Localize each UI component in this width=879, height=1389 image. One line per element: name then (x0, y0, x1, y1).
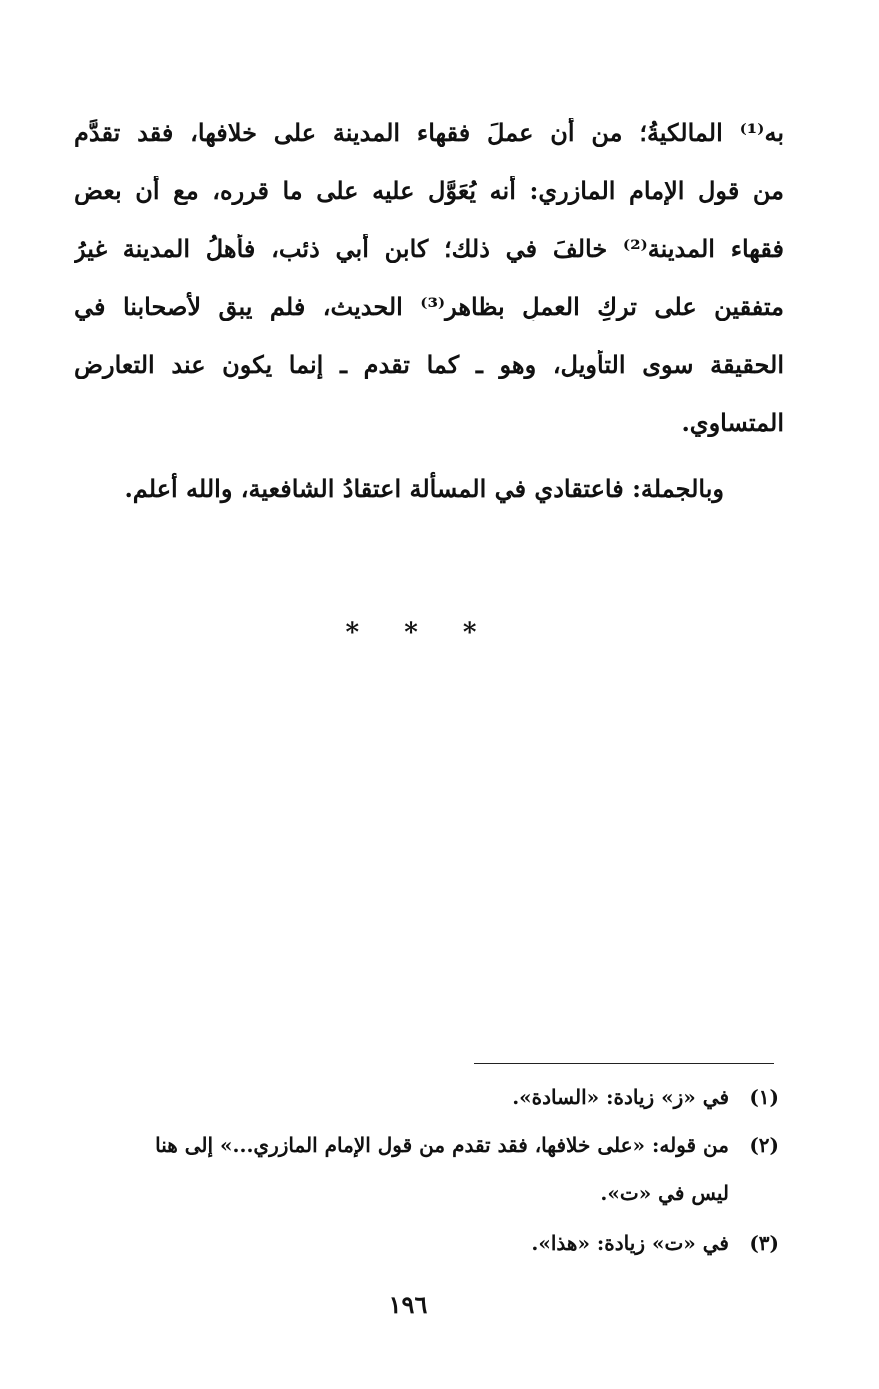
footnote-2 (19, 1133, 779, 1157)
footnote-1 (99, 1085, 779, 1109)
footnote-rule (474, 1063, 774, 1064)
section-separator: * * * (345, 618, 495, 648)
footnote-1-number: (١) (749, 1085, 779, 1109)
body-line-1: به⁽¹⁾ المالكيةُ؛ من أن عملَ فقهاء المدينة على خلافها، فقد تقدَّم (74, 118, 784, 147)
footnote-1-text: في «ز» زيادة: «السادة». (512, 1085, 729, 1109)
body-line-2: من قول الإمام المازري: أنه يُعَوَّل عليه على ما قرره، مع أن بعض (74, 176, 784, 205)
body-line-6: المتساوي. (681, 408, 784, 437)
footnote-2-text: من قوله: «على خلافها، فقد تقدم من قول الإمام المازري...» إلى هنا (155, 1133, 729, 1157)
conclusion-paragraph (74, 474, 724, 503)
page-number: ١٩٦ (388, 1290, 428, 1319)
footnote-3-number: (٣) (749, 1231, 779, 1255)
footnote-3 (99, 1231, 779, 1255)
conclusion-text: فاعتقادي في المسألة اعتقادُ الشافعية، والله أعلم. (124, 474, 633, 503)
conclusion-lead: وبالجملة: (632, 474, 724, 503)
body-line-4: متفقين على تركِ العملِ بظاهر⁽³⁾ الحديث، فلم يبق لأصحابنا في (74, 292, 784, 321)
footnote-2-number: (٢) (749, 1133, 779, 1157)
body-line-3: فقهاء المدينة⁽²⁾ خالفَ في ذلك؛ كابن أبي ذئب، فأهلُ المدينة غيرُ (74, 234, 784, 263)
body-line-5: الحقيقة سوى التأويل، وهو ـ كما تقدم ـ إنما يكون عند التعارض (74, 350, 784, 379)
footnote-2-continuation: ليس في «ت». (600, 1181, 729, 1205)
footnote-3-text: في «ت» زيادة: «هذا». (531, 1231, 729, 1255)
